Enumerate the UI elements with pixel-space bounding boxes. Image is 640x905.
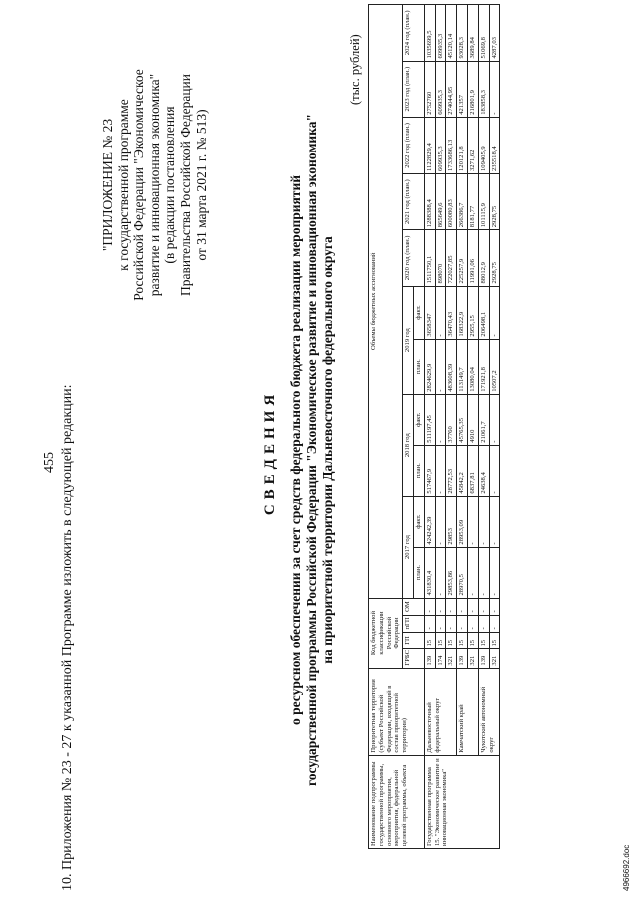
territory-cell: Дальневосточный федеральный округ [424,668,456,755]
units-label: (тыс. рублей) [348,34,362,105]
cell-y2023: 609935,3 [435,61,446,117]
cell-p2019: 483608,39 [446,339,457,394]
appendix-header [100,25,209,345]
cell-y2023: 216801,9 [467,61,478,117]
appendix-line: Правительства Российской Федерации [177,74,193,296]
cell-p2017: - [435,547,446,598]
appendix-line: от 31 марта 2021 г. № 513) [193,109,209,261]
cell-om: - [457,598,468,615]
appendix-line: к государственной программе [115,99,131,271]
cell-pgp: - [446,615,457,632]
cell-y2022: 109405,9 [478,117,489,173]
cell-grbs: 321 [489,649,500,668]
header-plan: план. [413,547,424,598]
cell-p2017: - [478,547,489,598]
table-row [478,5,489,849]
cell-gp: 15 [424,632,435,649]
header-fact: факт. [413,394,424,445]
header-year: 2019 год [403,286,414,394]
cell-y2021: 266386,7 [457,174,468,230]
header-plan: план. [413,339,424,394]
cell-om: - [424,598,435,615]
cell-om: - [446,598,457,615]
cell-y2022: 1122829,4 [424,117,435,173]
cell-grbs: 174 [435,649,446,668]
header-code-group: Код бюджетной классификации Российской Федерации [369,598,403,668]
cell-gp: 15 [489,632,500,649]
cell-f2019: - [489,286,500,339]
cell-p2017: 431830,4 [424,547,435,598]
cell-p2018: 517467,9 [424,445,435,496]
cell-p2018: 24638,4 [478,445,489,496]
header-future-year: 2020 год (план.) [403,230,425,286]
cell-om: - [435,598,446,615]
cell-y2020: 88012,9 [478,230,489,286]
cell-f2018: 45765,35 [457,394,468,445]
cell-y2021: 865649,6 [435,174,446,230]
cell-p2019: 13080,04 [467,339,478,394]
cell-f2017: - [435,496,446,547]
cell-f2017: 424242,39 [424,496,435,547]
cell-y2024: 3689,84 [467,5,478,62]
cell-f2017: - [467,496,478,547]
header-year: 2018 год [403,394,414,496]
cell-y2022: 3271,62 [467,117,478,173]
cell-gp: 15 [446,632,457,649]
cell-p2018: - [489,445,500,496]
cell-f2018: 21061,7 [478,394,489,445]
cell-y2022: 120121,8 [457,117,468,173]
cell-gp: 15 [435,632,446,649]
appendix-line: Российской Федерации "Экономическое [131,69,147,301]
cell-y2020: 2928,75 [489,230,500,286]
cell-y2022: 609935,3 [435,117,446,173]
appendix-line: "ПРИЛОЖЕНИЕ № 23 [100,118,115,252]
subtitle-line: на приоритетной территории Дальневосточного федерального округа [320,236,335,664]
cell-y2024: 93028,3 [457,5,468,62]
cell-gp: 15 [478,632,489,649]
cell-f2019: - [435,286,446,339]
header-plan: план. [413,445,424,496]
header-name: Наименование подпрограммы государственной программы, основного мероприятия, мероприятия, федеральной целевой программы, объекта [369,755,425,848]
cell-grbs: 139 [478,649,489,668]
cell-om: - [478,598,489,615]
cell-y2021: 8181,77 [467,174,478,230]
cell-pgp: - [424,615,435,632]
intro-note: 10. Приложения № 23 - 27 к указанной Программе изложить в следующей редакции: [60,384,75,891]
cell-y2024: 51069,8 [478,5,489,62]
cell-y2020: 225257,9 [457,230,468,286]
cell-p2018: 28772,53 [446,445,457,496]
cell-y2023: 2752760 [424,61,435,117]
cell-f2019: 2955,15 [467,286,478,339]
cell-y2020: 722027,85 [446,230,457,286]
header-code: ГП [403,632,425,649]
cell-y2023: 183858,3 [478,61,489,117]
cell-f2018: 4910 [467,394,478,445]
appendix-line: развитие и инновационная экономика" [146,73,162,297]
cell-f2017: 28953,09 [457,496,468,547]
cell-p2017: - [467,547,478,598]
header-year: 2017 год [403,496,414,598]
cell-p2019: 113149,7 [457,339,468,394]
appendix-line: (в редакции постановления [162,106,178,264]
cell-p2017: - [489,547,500,598]
territory-cell: Камчатский край [457,668,479,755]
document-subtitle [288,105,336,795]
cell-p2018: - [435,445,446,496]
cell-p2018: 6837,81 [467,445,478,496]
cell-y2021: 101115,9 [478,174,489,230]
cell-y2022: 1733686,13 [446,117,457,173]
document-title: СВЕДЕНИЯ [262,389,278,516]
cell-pgp: - [478,615,489,632]
cell-p2019: 171921,8 [478,339,489,394]
cell-y2020: 11991,06 [467,230,478,286]
cell-y2021: 2928,75 [489,174,500,230]
resource-table [368,4,500,849]
header-future-year: 2021 год (план.) [403,174,425,230]
cell-pgp: - [467,615,478,632]
cell-grbs: 139 [457,649,468,668]
cell-pgp: - [457,615,468,632]
cell-y2020: 1511750,1 [424,230,435,286]
cell-p2017: 29853,86 [446,547,457,598]
table-row [457,5,468,849]
header-territory: Приоритетная территория (субъект Российской Федерации, входящий в состав приоритетной территории) [369,668,425,755]
cell-grbs: 139 [424,649,435,668]
table-body [424,5,500,849]
cell-pgp: - [435,615,446,632]
cell-f2017: - [478,496,489,547]
header-future-year: 2022 год (план.) [403,117,425,173]
document-id: 4966692.doc [622,844,631,891]
cell-y2020: 898070 [435,230,446,286]
cell-grbs: 321 [467,649,478,668]
program-name: Государственная программа 15. "Экономическое развитие и инновационная экономика" [424,755,500,848]
page-number: 455 [42,452,57,473]
cell-y2022: 235518,4 [489,117,500,173]
cell-gp: 15 [467,632,478,649]
table-row [424,5,435,849]
cell-y2023: - [489,61,500,117]
header-volumes: Объемы бюджетных ассигнований [369,5,403,599]
header-fact: факт. [413,286,424,339]
cell-f2018: - [435,394,446,445]
cell-y2021: 1288388,4 [424,174,435,230]
cell-y2023: 274044,95 [446,61,457,117]
cell-y2024: 1035699,5 [424,5,435,62]
cell-p2019: 10507,2 [489,339,500,394]
cell-f2017: - [489,496,500,547]
cell-f2019: 36470,43 [446,286,457,339]
cell-p2019: - [435,339,446,394]
cell-y2024: 4287,03 [489,5,500,62]
cell-grbs: 321 [446,649,457,668]
header-code: пГП [403,615,425,632]
cell-pgp: - [489,615,500,632]
cell-f2019: 206498,1 [478,286,489,339]
cell-f2017: 29853 [446,496,457,547]
subtitle-line: о ресурсном обеспечении за счет средств федерального бюджета реализации мероприятий [288,175,303,725]
header-code: ГРБС [403,649,425,668]
cell-om: - [467,598,478,615]
subtitle-line: государственной программы Российской Федерации "Экономическое развитие и инновационная экономика" [304,113,319,787]
cell-y2024: 609935,3 [435,5,446,62]
header-code: ОМ [403,598,425,615]
cell-p2018: 45842,2 [457,445,468,496]
cell-y2021: 600080,83 [446,174,457,230]
cell-p2019: 2824629,9 [424,339,435,394]
cell-gp: 15 [457,632,468,649]
cell-f2018: - [489,394,500,445]
header-future-year: 2024 год (план.) [403,5,425,62]
territory-cell: Чукотский автономный округ [478,668,500,755]
cell-f2018: 511197,45 [424,394,435,445]
cell-y2023: 421357 [457,61,468,117]
cell-y2024: 45120,14 [446,5,457,62]
header-future-year: 2023 год (план.) [403,61,425,117]
cell-f2019: 168322,9 [457,286,468,339]
cell-f2019: 3658347 [424,286,435,339]
cell-p2017: 28970,5 [457,547,468,598]
header-fact: факт. [413,496,424,547]
cell-om: - [489,598,500,615]
cell-f2018: 37760 [446,394,457,445]
